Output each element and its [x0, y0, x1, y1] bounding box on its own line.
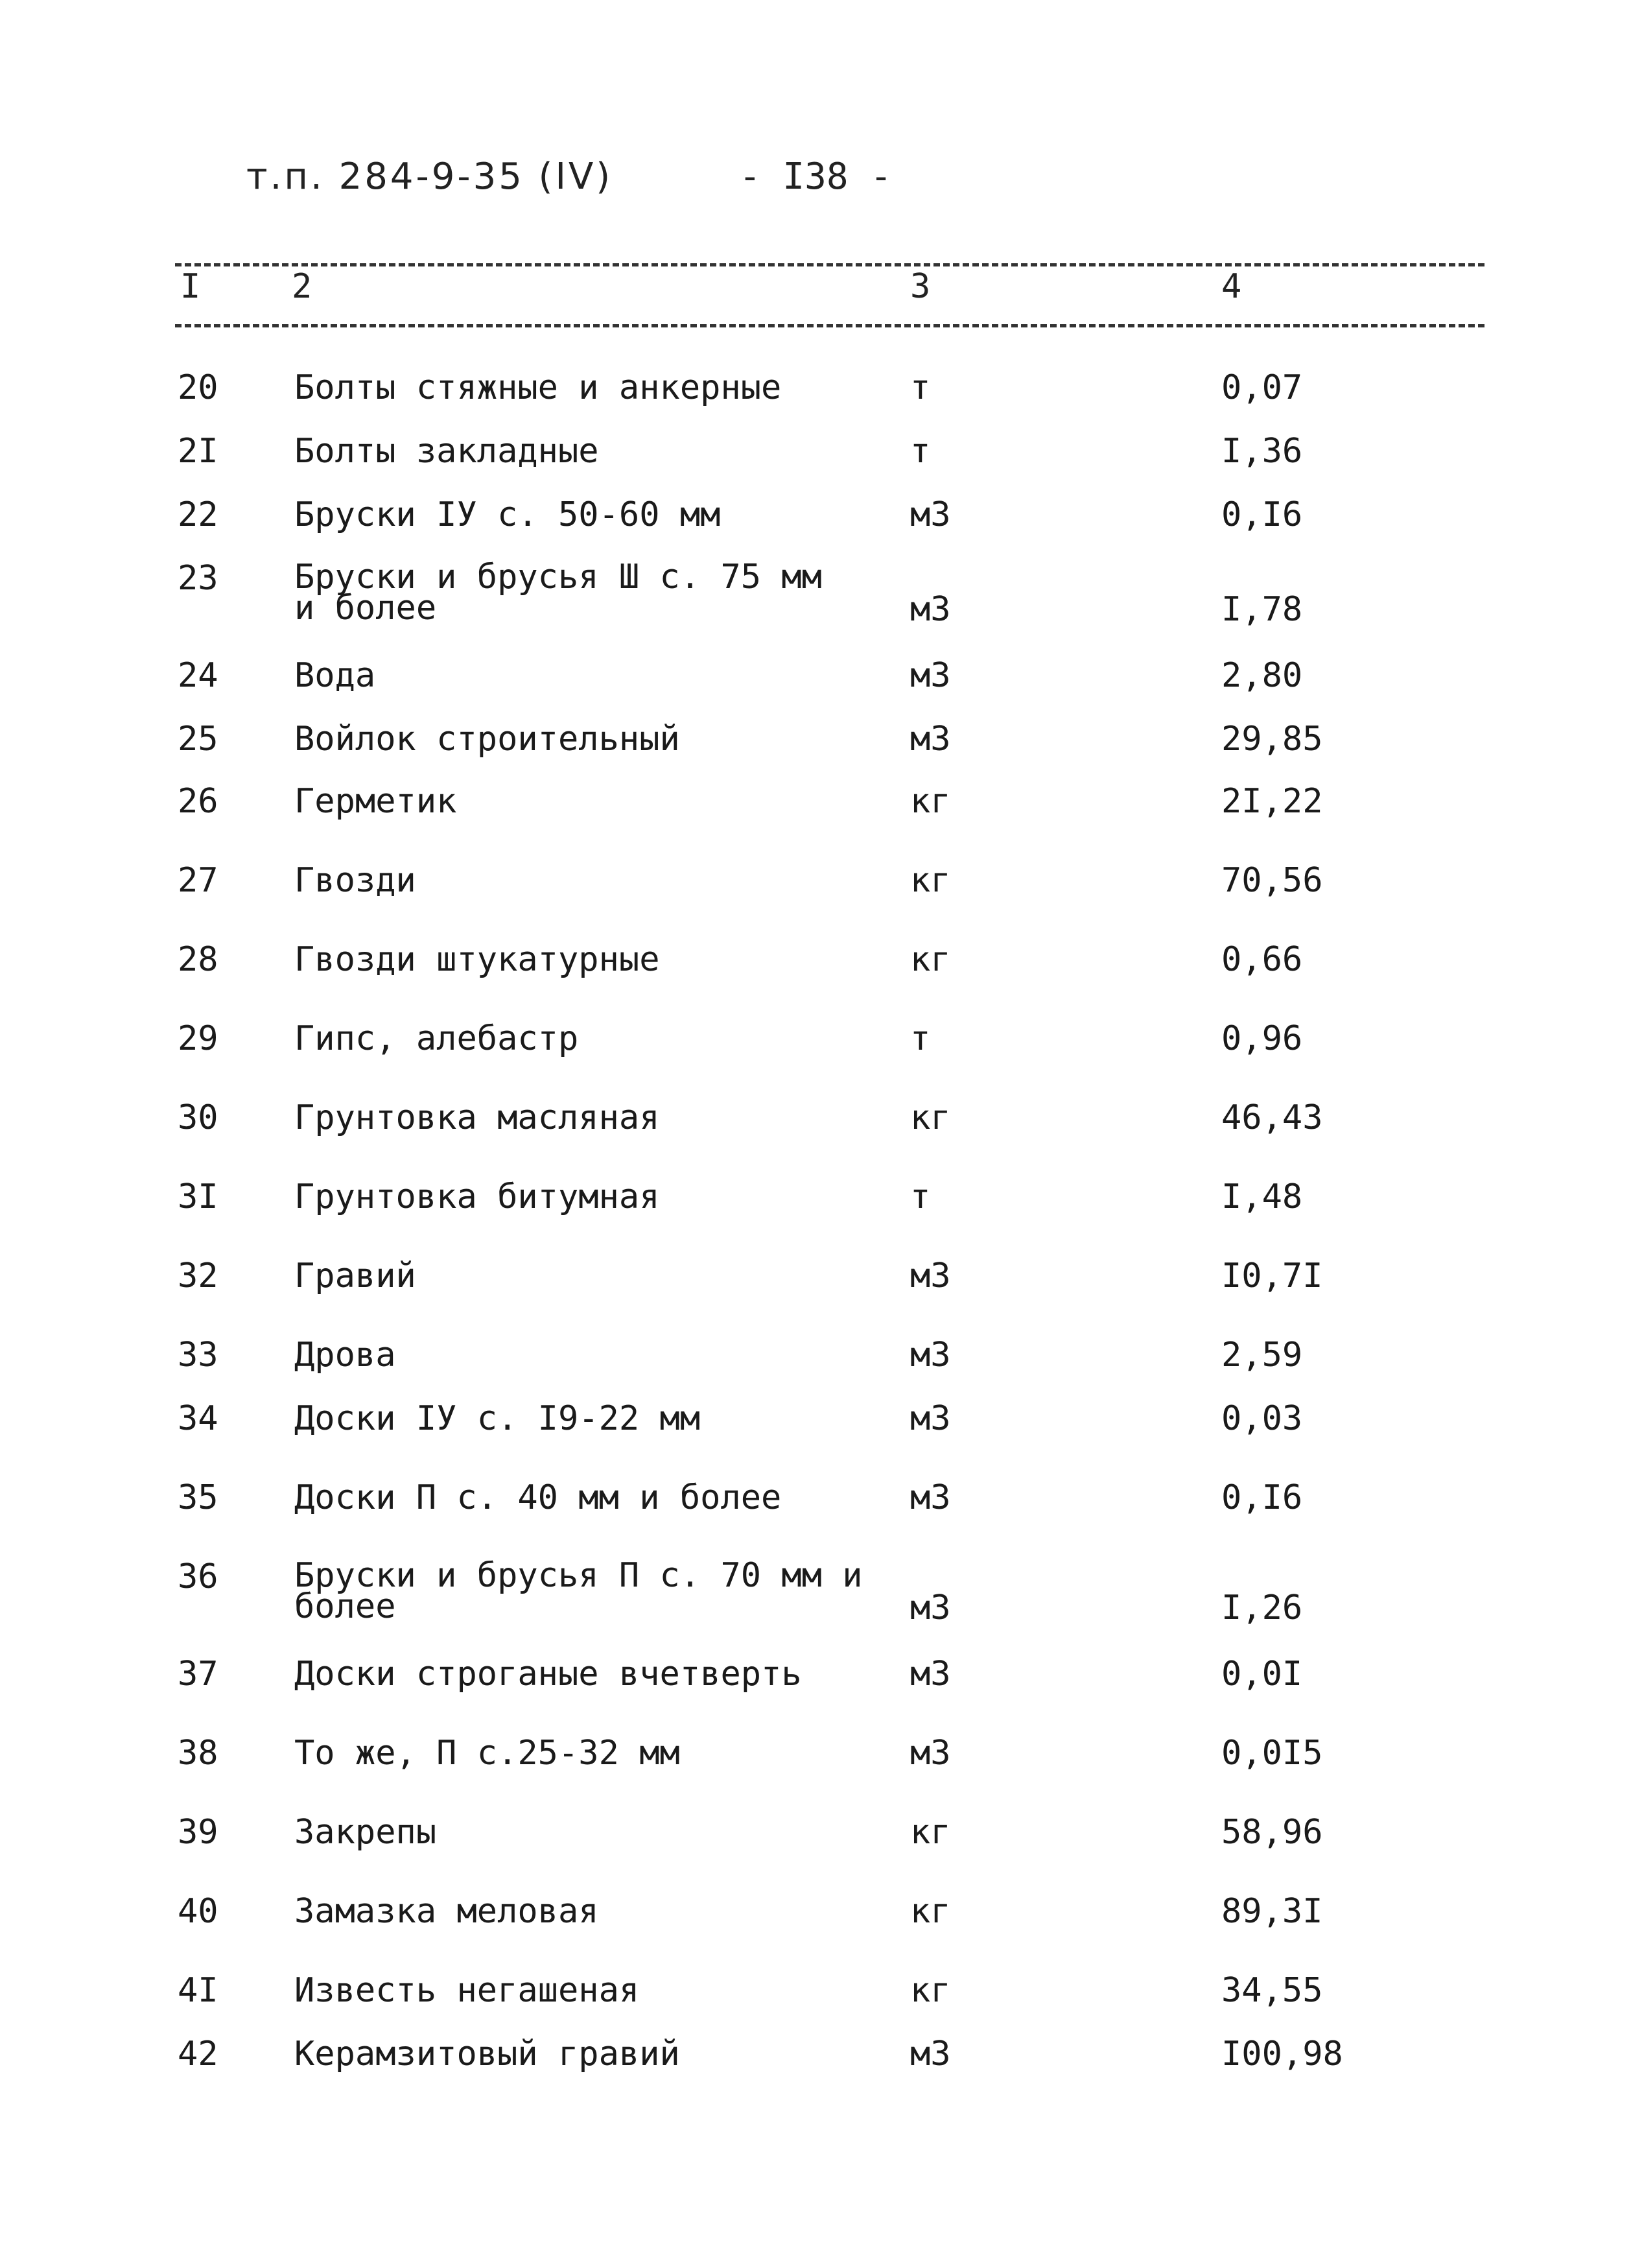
unit-of-measure: м3	[910, 1257, 951, 1295]
material-name: Бруски и брусья П с. 70 мм и более	[294, 1556, 863, 1626]
row-number: 28	[178, 940, 218, 979]
quantity: 0,66	[1221, 940, 1303, 979]
row-number: 27	[178, 861, 218, 900]
row-number: 24	[178, 656, 218, 695]
page-number: - I38 -	[739, 156, 893, 198]
material-name: Грунтовка битумная	[294, 1177, 660, 1216]
unit-of-measure: кг	[910, 1892, 951, 1931]
quantity: 46,43	[1221, 1098, 1323, 1137]
quantity: 2,80	[1221, 656, 1303, 695]
row-number: 23	[178, 559, 218, 598]
quantity: 70,56	[1221, 861, 1323, 900]
row-number: 40	[178, 1892, 218, 1931]
quantity: 0,03	[1221, 1399, 1303, 1438]
unit-of-measure: м3	[910, 1589, 951, 1627]
row-number: 4I	[178, 1971, 218, 2010]
material-name: Болты стяжные и анкерные	[294, 368, 782, 407]
table-header-divider	[175, 324, 1484, 327]
quantity: 29,85	[1221, 720, 1323, 759]
material-name: Болты закладные	[294, 432, 599, 471]
material-name: Гравий	[294, 1257, 416, 1295]
material-name: Дрова	[294, 1336, 396, 1375]
row-number: 3I	[178, 1177, 218, 1216]
unit-of-measure: м3	[910, 1399, 951, 1438]
quantity: 0,96	[1221, 1019, 1303, 1058]
page-header	[246, 156, 959, 207]
unit-of-measure: м3	[910, 1734, 951, 1773]
unit-of-measure: м3	[910, 1478, 951, 1517]
unit-of-measure: кг	[910, 1098, 951, 1137]
document-code: т.п. 284-9-35 (IV)	[246, 156, 613, 198]
quantity: 0,0I5	[1221, 1734, 1323, 1773]
unit-of-measure: м3	[910, 656, 951, 695]
column-header-2: 2	[292, 267, 312, 306]
unit-of-measure: м3	[910, 720, 951, 759]
row-number: 39	[178, 1813, 218, 1852]
quantity: 2,59	[1221, 1336, 1303, 1375]
quantity: 0,07	[1221, 368, 1303, 407]
quantity: I,48	[1221, 1177, 1303, 1216]
material-name: Керамзитовый гравий	[294, 2035, 680, 2073]
unit-of-measure: кг	[910, 940, 951, 979]
row-number: 25	[178, 720, 218, 759]
column-header-3: 3	[910, 267, 931, 306]
quantity: I,36	[1221, 432, 1303, 471]
material-name: Доски IУ с. I9-22 мм	[294, 1399, 701, 1438]
material-name: Гвозди штукатурные	[294, 940, 660, 979]
quantity: 89,3I	[1221, 1892, 1323, 1931]
unit-of-measure: т	[910, 368, 931, 407]
quantity: 34,55	[1221, 1971, 1323, 2010]
quantity: 58,96	[1221, 1813, 1323, 1852]
quantity: I,26	[1221, 1589, 1303, 1627]
row-number: 33	[178, 1336, 218, 1375]
material-name: Грунтовка масляная	[294, 1098, 660, 1137]
quantity: 0,0I	[1221, 1655, 1303, 1694]
material-name: То же, П с.25-32 мм	[294, 1734, 680, 1773]
row-number: 26	[178, 782, 218, 821]
row-number: 38	[178, 1734, 218, 1773]
material-name: Гвозди	[294, 861, 416, 900]
row-number: 2I	[178, 432, 218, 471]
unit-of-measure: м3	[910, 1336, 951, 1375]
material-name: Войлок строительный	[294, 720, 680, 759]
unit-of-measure: т	[910, 432, 931, 471]
table-top-divider	[175, 263, 1484, 266]
material-name: Бруски IУ с. 50-60 мм	[294, 495, 721, 534]
material-name: Гипс, алебастр	[294, 1019, 579, 1058]
column-header-1: I	[180, 267, 201, 306]
unit-of-measure: м3	[910, 1655, 951, 1694]
material-name: Доски П с. 40 мм и более	[294, 1478, 782, 1517]
row-number: 20	[178, 368, 218, 407]
unit-of-measure: кг	[910, 782, 951, 821]
quantity: I00,98	[1221, 2035, 1343, 2073]
material-name: Замазка меловая	[294, 1892, 599, 1931]
row-number: 22	[178, 495, 218, 534]
material-name: Вода	[294, 656, 376, 695]
quantity: 2I,22	[1221, 782, 1323, 821]
row-number: 42	[178, 2035, 218, 2073]
unit-of-measure: м3	[910, 495, 951, 534]
quantity: I0,7I	[1221, 1257, 1323, 1295]
material-name: Известь негашеная	[294, 1971, 640, 2010]
unit-of-measure: м3	[910, 590, 951, 629]
unit-of-measure: кг	[910, 861, 951, 900]
unit-of-measure: т	[910, 1019, 931, 1058]
material-name: Закрепы	[294, 1813, 437, 1852]
row-number: 34	[178, 1399, 218, 1438]
quantity: 0,I6	[1221, 495, 1303, 534]
row-number: 29	[178, 1019, 218, 1058]
material-name: Герметик	[294, 782, 457, 821]
row-number: 32	[178, 1257, 218, 1295]
material-name: Бруски и брусья Ш с. 75 мм и более	[294, 558, 822, 628]
column-header-4: 4	[1221, 267, 1242, 306]
material-name: Доски строганые вчетверть	[294, 1655, 802, 1694]
unit-of-measure: кг	[910, 1813, 951, 1852]
quantity: 0,I6	[1221, 1478, 1303, 1517]
unit-of-measure: м3	[910, 2035, 951, 2073]
row-number: 30	[178, 1098, 218, 1137]
unit-of-measure: кг	[910, 1971, 951, 2010]
row-number: 36	[178, 1557, 218, 1596]
quantity: I,78	[1221, 590, 1303, 629]
row-number: 35	[178, 1478, 218, 1517]
unit-of-measure: т	[910, 1177, 931, 1216]
row-number: 37	[178, 1655, 218, 1694]
